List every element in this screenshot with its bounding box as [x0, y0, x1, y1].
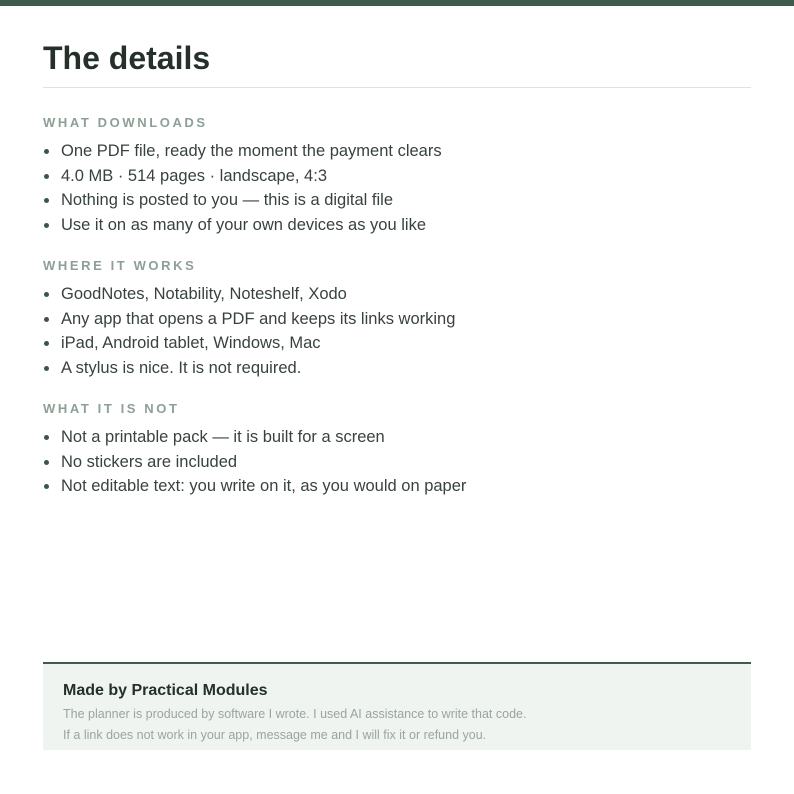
bullet-icon — [44, 223, 49, 228]
list-item-text: 4.0 MB · 514 pages · landscape, 4:3 — [61, 166, 327, 185]
top-accent-bar — [0, 0, 794, 6]
page-title: The details — [43, 40, 211, 76]
list-item-text: Nothing is posted to you — this is a digital file — [61, 191, 394, 210]
list-item-text: Use it on as many of your own devices as you like — [61, 216, 427, 235]
section-heading: WHERE IT WORKS — [43, 258, 197, 273]
list-item — [43, 164, 751, 189]
list-item-text: A stylus is nice. It is not required. — [61, 359, 302, 378]
bullet-list — [43, 139, 751, 238]
footer-title: Made by Practical Modules — [63, 682, 268, 699]
bullet-icon — [44, 435, 49, 440]
bullet-icon — [44, 484, 49, 489]
bullet-icon — [44, 174, 49, 179]
list-item-text: Any app that opens a PDF and keeps its links working — [61, 309, 456, 328]
section-heading: WHAT DOWNLOADS — [43, 115, 208, 130]
list-item-text: Not editable text: you write on it, as you would on paper — [61, 477, 467, 496]
list-item — [43, 188, 751, 213]
footer-note-support: If a link does not work in your app, message me and I will fix it or refund you. — [63, 728, 487, 742]
bullet-icon — [44, 198, 49, 203]
footer-note-software: The planner is produced by software I wrote. I used AI assistance to write that code. — [63, 707, 527, 721]
bullet-list — [43, 425, 751, 499]
bullet-list — [43, 282, 751, 381]
bullet-icon — [44, 292, 49, 297]
list-item — [43, 307, 751, 332]
list-item-text: One PDF file, ready the moment the payment clears — [61, 142, 442, 160]
list-item — [43, 213, 751, 238]
list-item-text: No stickers are included — [61, 452, 238, 471]
section-heading: WHAT IT IS NOT — [43, 401, 180, 416]
bullet-icon — [44, 460, 49, 465]
bullet-icon — [44, 317, 49, 322]
list-item-text: iPad, Android tablet, Windows, Mac — [61, 334, 321, 353]
list-item — [43, 474, 751, 499]
bullet-icon — [44, 341, 49, 346]
bullet-icon — [44, 149, 49, 154]
list-item — [43, 331, 751, 356]
list-item-text: Not a printable pack — it is built for a screen — [61, 428, 385, 446]
list-item — [43, 139, 751, 164]
list-item — [43, 356, 751, 381]
section-what-it-is-not — [43, 401, 751, 499]
section-where-it-works — [43, 258, 751, 381]
section-what-downloads — [43, 115, 751, 238]
bullet-icon — [44, 366, 49, 371]
title-divider — [43, 87, 751, 88]
list-item — [43, 450, 751, 475]
list-item — [43, 282, 751, 307]
list-item-text: GoodNotes, Notability, Noteshelf, Xodo — [61, 285, 347, 303]
maker-footer — [43, 662, 751, 750]
list-item — [43, 425, 751, 450]
